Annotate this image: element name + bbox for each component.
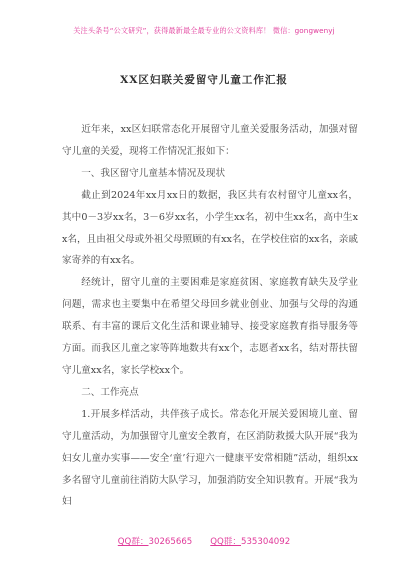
footer-qq-label-1: QQ群： bbox=[117, 537, 149, 547]
footer-qq-label-2: QQ群： bbox=[210, 537, 241, 547]
paragraph-difficulties: 经统计，留守儿童的主要困难是家庭贫困、家庭教育缺失及学业问题，需求也主要集中在希望父母回乡就业创业、加强与父母的沟通联系、有丰富的课后文化生活和课业辅导、接受家庭教育指导服务等方面。而我区儿童之家等阵地数共有xx个，志愿者xx名，结对帮扶留守儿童xx名，家长学校xx个。 bbox=[62, 277, 358, 376]
section-heading-highlights: 二、工作亮点 bbox=[81, 386, 139, 398]
document-title: XX区妇联关爱留守儿童工作汇报 bbox=[120, 74, 288, 86]
footer-qq-value-2: 535304092 bbox=[240, 537, 291, 547]
header-note: 关注头条号“公文研究”，获得最新最全最专业的公文资料库！ 微信：gongwenyj bbox=[73, 26, 335, 35]
document-body bbox=[62, 119, 358, 513]
section-heading-basic-situation: 一、我区留守儿童基本情况及现状 bbox=[81, 167, 226, 179]
paragraph-intro: 近年来，xx区妇联常态化开展留守儿童关爱服务活动，加强对留守儿童的关爱，现将工作情况汇报如下： bbox=[62, 124, 358, 157]
paragraph-statistics: 截止到2024年xx月xx日的数据，我区共有农村留守儿童xx名，其中0－3岁xx名，3－6岁xx名，小学生xx名，初中生xx名，高中生xx名，且由祖父母或外祖父母照顾的有xx名，在学校住宿的xx名，亲戚家寄养的有xx名。 bbox=[62, 189, 358, 267]
footer-qq-groups bbox=[0, 535, 408, 547]
paragraph-activities: 1.开展多样活动，共伴孩子成长。常态化开展关爱困境儿童、留守儿童活动，为加强留守儿童安全教育，在区消防救援大队开展“我为妇女儿童办实事——安全‘童’行迎六一健康平安常相随”活动，组织xx多名留守儿童前往消防大队学习，加强消防安全知识教育。开展“我为妇 bbox=[62, 408, 358, 508]
footer-qq-value-1: 30265665 bbox=[148, 537, 193, 547]
